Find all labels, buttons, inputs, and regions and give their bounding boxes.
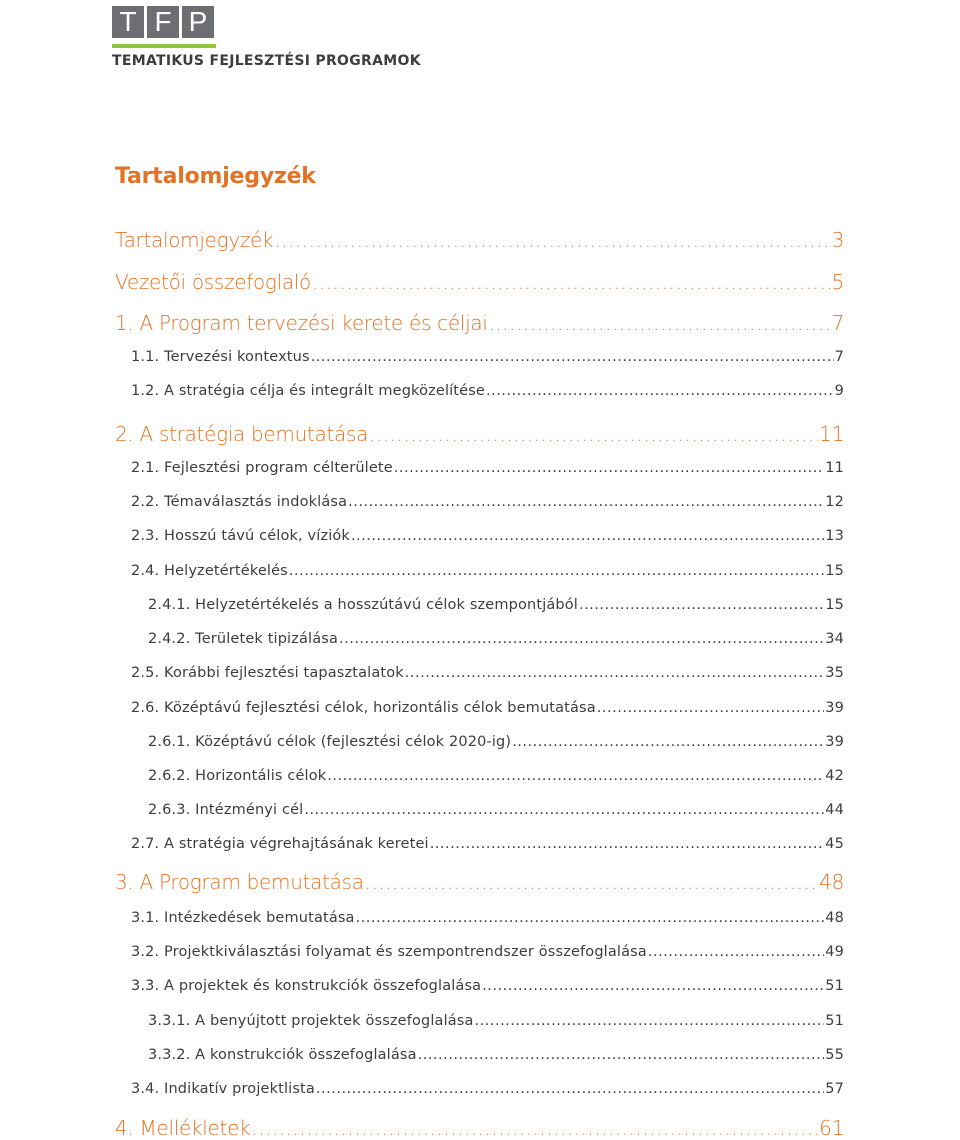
toc-entry-label: Tartalomjegyzék bbox=[115, 228, 274, 252]
toc-entry[interactable] bbox=[115, 422, 844, 446]
toc-entry-label: 3. A Program bemutatása bbox=[115, 870, 364, 894]
toc-dot-leader bbox=[430, 836, 825, 852]
toc-entry[interactable] bbox=[148, 734, 844, 750]
toc-entry-label: 2.4.2. Területek tipizálása bbox=[148, 631, 338, 647]
toc-page-number: 15 bbox=[825, 563, 844, 579]
toc-dot-leader bbox=[289, 563, 824, 579]
toc-entry[interactable] bbox=[148, 1013, 844, 1029]
toc-page-number: 7 bbox=[831, 311, 844, 335]
toc-entry[interactable] bbox=[148, 597, 844, 613]
toc-entry-label: 1. A Program tervezési kerete és céljai bbox=[115, 311, 488, 335]
toc-dot-leader bbox=[597, 700, 824, 716]
toc-entry-label: 3.4. Indikatív projektlista bbox=[131, 1081, 315, 1097]
toc-dot-leader bbox=[486, 383, 834, 399]
toc-page-number: 42 bbox=[825, 768, 844, 784]
toc-dot-leader bbox=[579, 597, 824, 613]
toc-entry-label: 4. Mellékletek bbox=[115, 1116, 251, 1140]
toc-dot-leader bbox=[312, 270, 831, 294]
toc-entry-label: 2.3. Hosszú távú célok, víziók bbox=[131, 528, 350, 544]
toc-entry-label: 2.2. Témaválasztás indoklása bbox=[131, 494, 348, 510]
toc-page-number: 39 bbox=[825, 734, 844, 750]
toc-page-number: 3 bbox=[831, 228, 844, 252]
toc-entry[interactable] bbox=[131, 1081, 844, 1097]
toc-entry-label: 2.6. Középtávú fejlesztési célok, horizontális célok bemutatása bbox=[131, 700, 596, 716]
toc-page-number: 5 bbox=[831, 270, 844, 294]
toc-dot-leader bbox=[251, 1116, 818, 1140]
toc-entry-label: 2.1. Fejlesztési program célterülete bbox=[131, 460, 393, 476]
toc-dot-leader bbox=[348, 494, 824, 510]
toc-entry[interactable] bbox=[115, 870, 844, 894]
toc-entry[interactable] bbox=[131, 910, 844, 926]
toc-page-number: 15 bbox=[825, 597, 844, 613]
logo-letters bbox=[112, 6, 214, 38]
toc-entry-label: 1.2. A stratégia célja és integrált megközelítése bbox=[131, 383, 485, 399]
toc-page-number: 49 bbox=[825, 944, 844, 960]
toc-dot-leader bbox=[356, 910, 825, 926]
toc-entry-label: 2.6.3. Intézményi cél bbox=[148, 802, 304, 818]
logo-tagline: TEMATIKUS FEJLESZTÉSI PROGRAMOK bbox=[112, 53, 421, 69]
toc-dot-leader bbox=[304, 802, 824, 818]
toc-entry[interactable] bbox=[131, 383, 844, 399]
logo-letter-f: F bbox=[147, 6, 179, 38]
toc-entry[interactable] bbox=[131, 665, 844, 681]
toc-entry[interactable] bbox=[131, 528, 844, 544]
toc-entry-label: 2.6.1. Középtávú célok (fejlesztési célok 2020-ig) bbox=[148, 734, 512, 750]
toc-page-number: 44 bbox=[825, 802, 844, 818]
toc-dot-leader bbox=[475, 1013, 825, 1029]
toc-entry-label: 3.3. A projektek és konstrukciók összefoglalása bbox=[131, 978, 482, 994]
toc-dot-leader bbox=[316, 1081, 824, 1097]
toc-entry[interactable] bbox=[131, 836, 844, 852]
toc-dot-leader bbox=[394, 460, 824, 476]
toc-dot-leader bbox=[365, 870, 818, 894]
toc-page-number: 55 bbox=[825, 1047, 844, 1063]
toc-page-number: 48 bbox=[825, 910, 844, 926]
toc-page-number: 48 bbox=[819, 870, 844, 894]
toc-entry[interactable] bbox=[148, 802, 844, 818]
toc-entry-label: 3.2. Projektkiválasztási folyamat és szempontrendszer összefoglalása bbox=[131, 944, 647, 960]
toc-entry[interactable] bbox=[131, 460, 844, 476]
toc-entry-label: Vezetői összefoglaló bbox=[115, 270, 311, 294]
toc-entry-label: 2.4. Helyzetértékelés bbox=[131, 563, 288, 579]
toc-page-number: 51 bbox=[825, 1013, 844, 1029]
toc-entry[interactable] bbox=[131, 978, 844, 994]
toc-dot-leader bbox=[512, 734, 824, 750]
toc-entry-label: 3.3.1. A benyújtott projektek összefoglalása bbox=[148, 1013, 474, 1029]
toc-entry-label: 1.1. Tervezési kontextus bbox=[131, 349, 310, 365]
toc-page-number: 57 bbox=[825, 1081, 844, 1097]
toc-entry[interactable] bbox=[115, 311, 844, 335]
toc-dot-leader bbox=[339, 631, 824, 647]
logo-accent-bar bbox=[112, 44, 216, 48]
toc-page-number: 9 bbox=[834, 383, 844, 399]
toc-entry[interactable] bbox=[131, 494, 844, 510]
toc-dot-leader bbox=[369, 422, 818, 446]
toc-dot-leader bbox=[274, 228, 830, 252]
toc-page-number: 61 bbox=[819, 1116, 844, 1140]
toc-entry[interactable] bbox=[148, 631, 844, 647]
page-title: Tartalomjegyzék bbox=[115, 164, 316, 189]
toc-entry[interactable] bbox=[131, 944, 844, 960]
toc-entry-label: 3.1. Intézkedések bemutatása bbox=[131, 910, 355, 926]
toc-entry-label: 2.4.1. Helyzetértékelés a hosszútávú célok szempontjából bbox=[148, 597, 578, 613]
toc-entry-label: 3.3.2. A konstrukciók összefoglalása bbox=[148, 1047, 417, 1063]
toc-dot-leader bbox=[327, 768, 824, 784]
tfp-logo bbox=[112, 6, 214, 38]
toc-page-number: 13 bbox=[825, 528, 844, 544]
toc-entry[interactable] bbox=[131, 700, 844, 716]
toc-dot-leader bbox=[648, 944, 824, 960]
toc-page-number: 39 bbox=[825, 700, 844, 716]
toc-page-number: 12 bbox=[825, 494, 844, 510]
toc-page-number: 34 bbox=[825, 631, 844, 647]
toc-entry-label: 2.7. A stratégia végrehajtásának keretei bbox=[131, 836, 429, 852]
toc-page-number: 35 bbox=[825, 665, 844, 681]
toc-dot-leader bbox=[311, 349, 834, 365]
logo-letter-p: P bbox=[182, 6, 214, 38]
toc-dot-leader bbox=[418, 1047, 825, 1063]
toc-entry-label: 2. A stratégia bemutatása bbox=[115, 422, 369, 446]
toc-entry[interactable] bbox=[131, 563, 844, 579]
toc-dot-leader bbox=[482, 978, 824, 994]
logo-letter-t: T bbox=[112, 6, 144, 38]
toc-dot-leader bbox=[405, 665, 824, 681]
toc-entry[interactable] bbox=[115, 270, 844, 294]
toc-page-number: 11 bbox=[819, 422, 844, 446]
toc-entry-label: 2.5. Korábbi fejlesztési tapasztalatok bbox=[131, 665, 404, 681]
toc-entry[interactable] bbox=[148, 1047, 844, 1063]
toc-entry[interactable] bbox=[115, 228, 844, 252]
toc-page-number: 11 bbox=[825, 460, 844, 476]
toc-entry[interactable] bbox=[115, 1116, 844, 1140]
toc-dot-leader bbox=[489, 311, 831, 335]
toc-entry[interactable] bbox=[148, 768, 844, 784]
toc-entry[interactable] bbox=[131, 349, 844, 365]
toc-entry-label: 2.6.2. Horizontális célok bbox=[148, 768, 327, 784]
toc-page-number: 7 bbox=[834, 349, 844, 365]
toc-page-number: 45 bbox=[825, 836, 844, 852]
toc-dot-leader bbox=[351, 528, 824, 544]
toc-page-number: 51 bbox=[825, 978, 844, 994]
